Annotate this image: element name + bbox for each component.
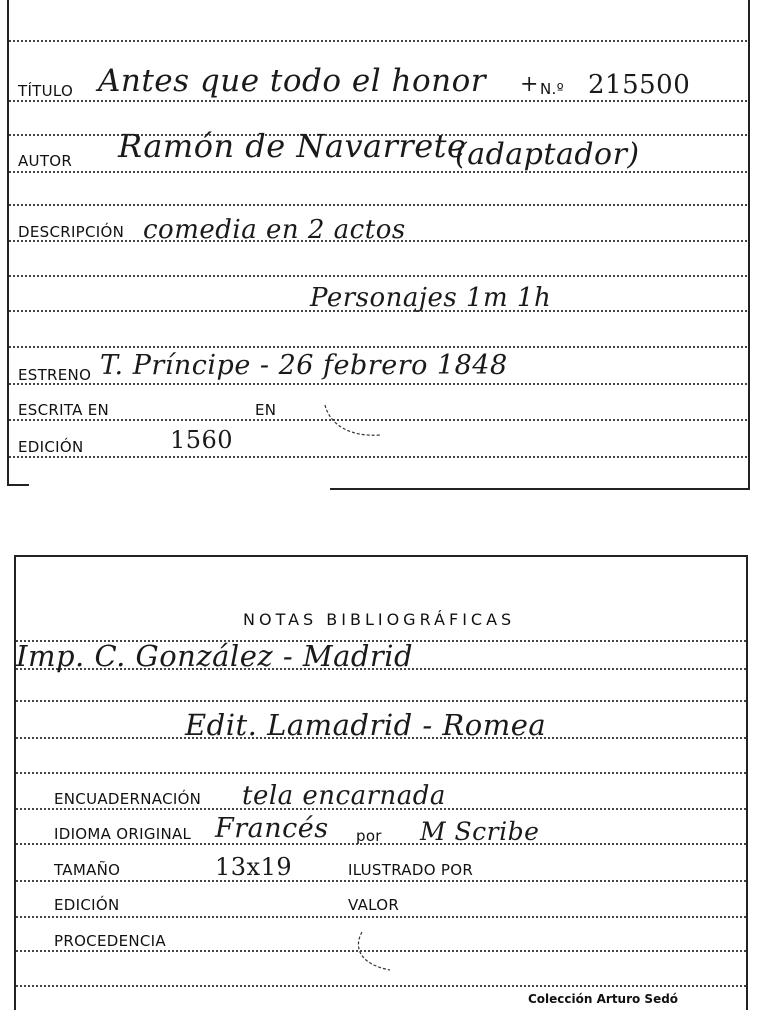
numero-cross-mark: + bbox=[520, 72, 539, 97]
ruled-line bbox=[9, 275, 747, 277]
nota-editorial: Edit. Lamadrid - Romea bbox=[185, 708, 547, 742]
estreno-value: T. Príncipe - 26 febrero 1848 bbox=[100, 350, 508, 381]
escrita-en-second-label: EN bbox=[255, 401, 277, 419]
ruled-line bbox=[16, 880, 746, 882]
tamano-value: 13x19 bbox=[215, 853, 293, 881]
edicion-label: EDICIÓN bbox=[18, 438, 84, 456]
top-card-corner-mark bbox=[7, 484, 29, 486]
titulo-value: Antes que todo el honor bbox=[98, 63, 487, 99]
tamano-label: TAMAÑO bbox=[54, 861, 121, 879]
autor-label: AUTOR bbox=[18, 152, 73, 170]
autor-value: Ramón de Navarrete bbox=[118, 127, 467, 165]
ruled-line bbox=[9, 383, 747, 385]
bottom-card-right-edge bbox=[746, 555, 748, 1010]
ruled-line bbox=[9, 100, 747, 102]
encuadernacion-value: tela encarnada bbox=[242, 781, 446, 811]
estreno-label: ESTRENO bbox=[18, 366, 92, 384]
valor-label: VALOR bbox=[348, 896, 400, 914]
ruled-line bbox=[16, 700, 746, 702]
ruled-line bbox=[9, 456, 747, 458]
idioma-original-value: Francés bbox=[215, 813, 329, 844]
procedencia-label: PROCEDENCIA bbox=[54, 932, 166, 950]
ruled-line bbox=[16, 916, 746, 918]
numero-label: N.º bbox=[540, 80, 564, 98]
top-card-bottom-edge bbox=[330, 488, 750, 490]
descripcion-label: DESCRIPCIÓN bbox=[18, 223, 125, 241]
encuadernacion-label: ENCUADERNACIÓN bbox=[54, 790, 202, 808]
descripcion-value: comedia en 2 actos bbox=[143, 215, 406, 245]
ruled-line bbox=[9, 40, 747, 42]
idioma-original-label: IDIOMA ORIGINAL bbox=[54, 825, 192, 843]
ruled-line bbox=[9, 204, 747, 206]
nota-imprenta: Imp. C. González - Madrid bbox=[16, 639, 414, 673]
por-value: M Scribe bbox=[420, 817, 540, 846]
edicion-bottom-label: EDICIÓN bbox=[54, 896, 120, 914]
ink-flourish bbox=[350, 928, 400, 976]
por-label: por bbox=[356, 827, 382, 845]
edicion-value: 1560 bbox=[170, 426, 234, 454]
numero-value: 215500 bbox=[588, 70, 691, 100]
autor-note: (adaptador) bbox=[455, 137, 640, 172]
bottom-card-left-edge bbox=[14, 555, 16, 1010]
ink-flourish bbox=[320, 395, 390, 443]
coleccion-footer: Colección Arturo Sedó bbox=[528, 992, 679, 1006]
titulo-label: TÍTULO bbox=[18, 82, 74, 100]
escrita-en-label: ESCRITA EN bbox=[18, 401, 110, 419]
ruled-line bbox=[16, 985, 746, 987]
personajes-value: Personajes 1m 1h bbox=[310, 283, 552, 313]
notas-heading: NOTAS BIBLIOGRÁFICAS bbox=[243, 610, 516, 629]
top-card-right-edge bbox=[748, 0, 750, 488]
ruled-line bbox=[16, 772, 746, 774]
top-card-left-edge bbox=[7, 0, 9, 485]
ilustrado-por-label: ILUSTRADO POR bbox=[348, 861, 474, 879]
bottom-card-top-edge bbox=[14, 555, 748, 557]
ruled-line bbox=[9, 346, 747, 348]
